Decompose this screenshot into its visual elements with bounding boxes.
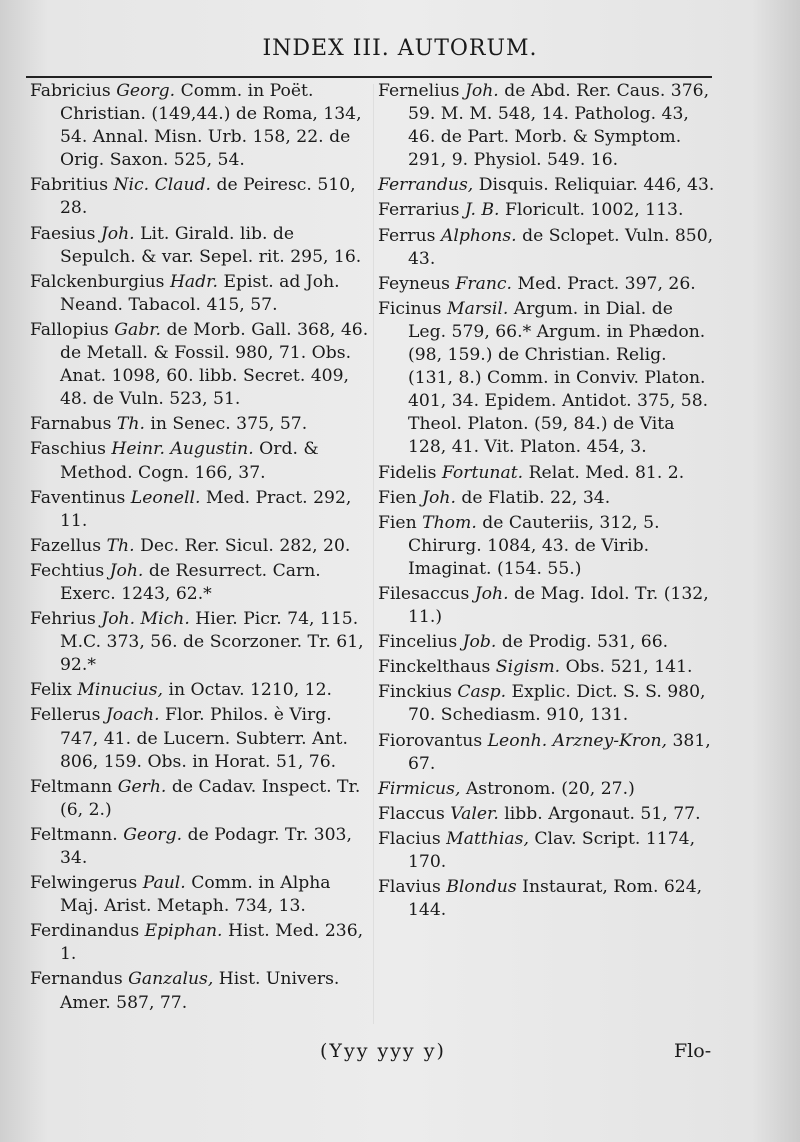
entry-references: Relat. Med. 81. 2. <box>528 462 685 483</box>
author-forename: Heinr. Augustin. <box>111 439 254 460</box>
index-entry <box>378 174 716 197</box>
entry-references: Argum. in Dial. de Leg. 579, 66.* Argum. in Phædon. (98, 159.) de Christian. Relig. (131, 8.) Comm. in Conviv. Platon. 401, 34. Epidem. Antidot. 375, 58. Theol. Platon. (59, 84.) de Vita 128, 41. Vit. Platon. 454, 3. <box>408 298 709 458</box>
index-entry <box>378 80 716 172</box>
author-forename: Fortunat. <box>441 462 524 483</box>
index-entry <box>30 271 372 317</box>
author-forename: J. B. <box>464 200 500 221</box>
entry-references: in Octav. 1210, 12. <box>168 680 332 701</box>
author-surname: Felwingerus <box>30 873 138 894</box>
author-surname: Fazellus <box>30 535 102 556</box>
author-surname: Fidelis <box>378 462 437 483</box>
index-entry <box>378 487 716 510</box>
left-column <box>30 80 372 1017</box>
entry-references: Hist. Univers. Amer. 587, 77. <box>60 969 340 1013</box>
author-forename: Joh. <box>474 583 509 604</box>
author-forename: Joach. <box>105 705 160 726</box>
author-forename: Joh. <box>100 223 135 244</box>
author-forename: Blondus <box>446 877 517 898</box>
entry-references: de Cadav. Inspect. Tr. (6, 2.) <box>60 776 361 820</box>
index-entry <box>378 828 716 874</box>
entry-references: Med. Pract. 397, 26. <box>517 273 696 294</box>
column-gutter <box>373 84 374 1024</box>
author-forename: Alphons. <box>440 225 517 246</box>
running-head: INDEX III. AUTORUM. <box>262 36 538 61</box>
author-surname: Farnabus <box>30 414 112 435</box>
entry-references: libb. Argonaut. 51, 77. <box>504 803 701 824</box>
index-entry <box>378 512 716 581</box>
index-entry <box>30 413 372 436</box>
author-forename: Nic. Claud. <box>113 175 212 196</box>
author-surname: Fien <box>378 487 417 508</box>
author-forename: Ferrandus, <box>378 175 474 196</box>
index-entry <box>30 487 372 533</box>
author-surname: Fechtius <box>30 560 105 581</box>
entry-references: Astronom. (20, 27.) <box>465 778 635 799</box>
entry-references: Lit. Girald. lib. de Sepulch. & var. Sepel. rit. 295, 16. <box>60 223 362 267</box>
author-forename: Georg. <box>123 824 183 845</box>
author-surname: Finckius <box>378 682 452 703</box>
author-forename: Leonell. <box>130 487 201 508</box>
author-forename: Franc. <box>455 273 513 294</box>
author-surname: Fernandus <box>30 969 123 990</box>
entry-references: de Cauteriis, 312, 5. Chirurg. 1084, 43. de Virib. Imaginat. (154. 55.) <box>408 512 660 579</box>
entry-references: Ord. & Method. Cogn. 166, 37. <box>60 439 319 483</box>
author-forename: Marsil. <box>446 298 509 319</box>
index-entry <box>30 608 372 677</box>
index-entry <box>30 223 372 269</box>
entry-references: Obs. 521, 141. <box>565 657 693 678</box>
author-surname: Ferrarius <box>378 200 460 221</box>
entry-references: de Flatib. 22, 34. <box>461 487 611 508</box>
author-surname: Fallopius <box>30 319 109 340</box>
index-entry <box>378 631 716 654</box>
author-surname: Ficinus <box>378 298 442 319</box>
entry-references: Dec. Rer. Sicul. 282, 20. <box>140 535 351 556</box>
entry-references: de Mag. Idol. Tr. (132, 11.) <box>408 583 709 628</box>
index-entry <box>378 730 716 776</box>
author-forename: Joh. <box>109 560 144 581</box>
index-entry <box>30 968 372 1014</box>
entry-references: Med. Pract. 292, 11. <box>60 487 352 531</box>
catchword: Flo- <box>674 1040 712 1062</box>
entry-references: in Senec. 375, 57. <box>150 414 308 435</box>
index-entry <box>30 776 372 822</box>
index-entry <box>378 803 716 826</box>
index-entry <box>378 583 716 629</box>
author-surname: Fabricius <box>30 81 111 101</box>
author-surname: Fehrius <box>30 609 96 630</box>
author-forename: Gabr. <box>114 319 161 340</box>
entry-references: 381, 67. <box>408 730 711 774</box>
author-surname: Feltmann <box>30 776 113 797</box>
author-forename: Epiphan. <box>144 921 223 942</box>
author-forename: Sigism. <box>495 657 561 678</box>
index-entry <box>378 199 716 222</box>
entry-references: Comm. in Poët. Christian. (149,44.) de Roma, 134, 54. Annal. Misn. Urb. 158, 22. de Orig. Saxon. 525, 54. <box>60 81 362 171</box>
author-surname: Flaccus <box>378 803 445 824</box>
author-surname: Falckenburgius <box>30 271 165 292</box>
author-forename: Job. <box>462 632 497 653</box>
author-surname: Fiorovantus <box>378 730 483 751</box>
author-forename: Joh. <box>422 487 456 508</box>
index-entry <box>30 174 372 220</box>
index-entry <box>378 225 716 271</box>
index-entry <box>30 824 372 870</box>
author-surname: Flavius <box>378 877 441 898</box>
index-entry <box>30 535 372 558</box>
index-entry <box>378 778 716 801</box>
signature-mark: (Yyy yyy y) <box>320 1040 446 1062</box>
author-surname: Faventinus <box>30 487 126 508</box>
header-rule <box>26 76 712 78</box>
author-forename: Ganzalus, <box>128 969 214 990</box>
author-surname: Ferdinandus <box>30 921 140 942</box>
index-entry <box>378 298 716 460</box>
author-forename: Th. <box>106 535 135 556</box>
author-surname: Ferrus <box>378 225 436 246</box>
author-surname: Filesaccus <box>378 583 470 604</box>
entry-references: Comm. in Alpha Maj. Arist. Metaph. 734, 13. <box>60 873 331 917</box>
entry-references: de Sclopet. Vuln. 850, 43. <box>408 225 714 269</box>
entry-references: de Prodig. 531, 66. <box>501 632 669 653</box>
author-surname: Faesius <box>30 223 96 244</box>
index-entry <box>378 273 716 296</box>
index-entry <box>30 872 372 918</box>
entry-references: Instaurat, Rom. 624, 144. <box>408 877 703 921</box>
author-surname: Finckelthaus <box>378 657 491 678</box>
author-surname: Feltmann. <box>30 824 118 845</box>
author-forename: Leonh. Arzney-Kron, <box>487 730 668 751</box>
index-entry <box>30 438 372 484</box>
author-forename: Hadr. <box>169 271 218 292</box>
author-surname: Felix <box>30 680 72 701</box>
entry-references: de Abd. Rer. Caus. 376, 59. M. M. 548, 14. Patholog. 43, 46. de Part. Morb. & Symptom. 291, 9. Physiol. 549. 16. <box>408 81 710 171</box>
index-entry <box>378 462 716 485</box>
author-forename: Gerh. <box>117 776 167 797</box>
entry-references: Flor. Philos. è Virg. 747, 41. de Lucern. Subterr. Ant. 806, 159. Obs. in Horat. 51, 76. <box>60 705 348 772</box>
author-forename: Thom. <box>422 512 477 533</box>
index-entry <box>30 319 372 411</box>
author-surname: Fincelius <box>378 632 458 653</box>
index-entry <box>30 80 372 172</box>
entry-references: Explic. Dict. S. S. 980, 70. Schediasm. 910, 131. <box>408 682 706 726</box>
author-surname: Faschius <box>30 439 106 460</box>
index-entry <box>30 560 372 606</box>
author-forename: Matthias, <box>446 828 529 849</box>
entry-references: Disquis. Reliquiar. 446, 43. <box>478 175 715 196</box>
index-entry <box>30 679 372 702</box>
index-entry <box>30 704 372 773</box>
author-forename: Valer. <box>450 803 499 824</box>
entry-references: Clav. Script. 1174, 170. <box>408 828 696 872</box>
author-forename: Joh. <box>464 81 499 101</box>
author-forename: Firmicus, <box>378 778 461 799</box>
index-entry <box>378 681 716 727</box>
author-forename: Casp. <box>457 682 507 703</box>
author-surname: Flacius <box>378 828 441 849</box>
author-surname: Fien <box>378 512 417 533</box>
entry-references: de Morb. Gall. 368, 46. de Metall. & Fossil. 980, 71. Obs. Anat. 1098, 60. libb. Secret. 409, 48. de Vuln. 523, 51. <box>60 319 369 410</box>
entry-references: de Peiresc. 510, 28. <box>60 175 356 219</box>
index-entry <box>378 876 716 922</box>
right-column <box>378 80 716 924</box>
author-forename: Joh. Mich. <box>101 609 190 630</box>
index-entry <box>30 920 372 966</box>
author-forename: Minucius, <box>77 680 164 701</box>
entry-references: Hist. Med. 236, 1. <box>60 921 364 965</box>
author-forename: Paul. <box>142 873 186 894</box>
author-forename: Th. <box>116 414 145 435</box>
author-surname: Fellerus <box>30 705 101 726</box>
author-forename: Georg. <box>116 81 176 101</box>
author-surname: Fernelius <box>378 81 460 101</box>
entry-references: Floricult. 1002, 113. <box>504 200 684 221</box>
entry-references: de Podagr. Tr. 303, 34. <box>60 824 352 868</box>
author-surname: Feyneus <box>378 273 450 294</box>
author-surname: Fabritius <box>30 175 109 196</box>
entry-references: de Resurrect. Carn. Exerc. 1243, 62.* <box>60 560 321 604</box>
index-entry <box>378 656 716 679</box>
entry-references: Epist. ad Joh. Neand. Tabacol. 415, 57. <box>60 271 340 315</box>
entry-references: Hier. Picr. 74, 115. M.C. 373, 56. de Scorzoner. Tr. 61, 92.* <box>60 609 364 676</box>
